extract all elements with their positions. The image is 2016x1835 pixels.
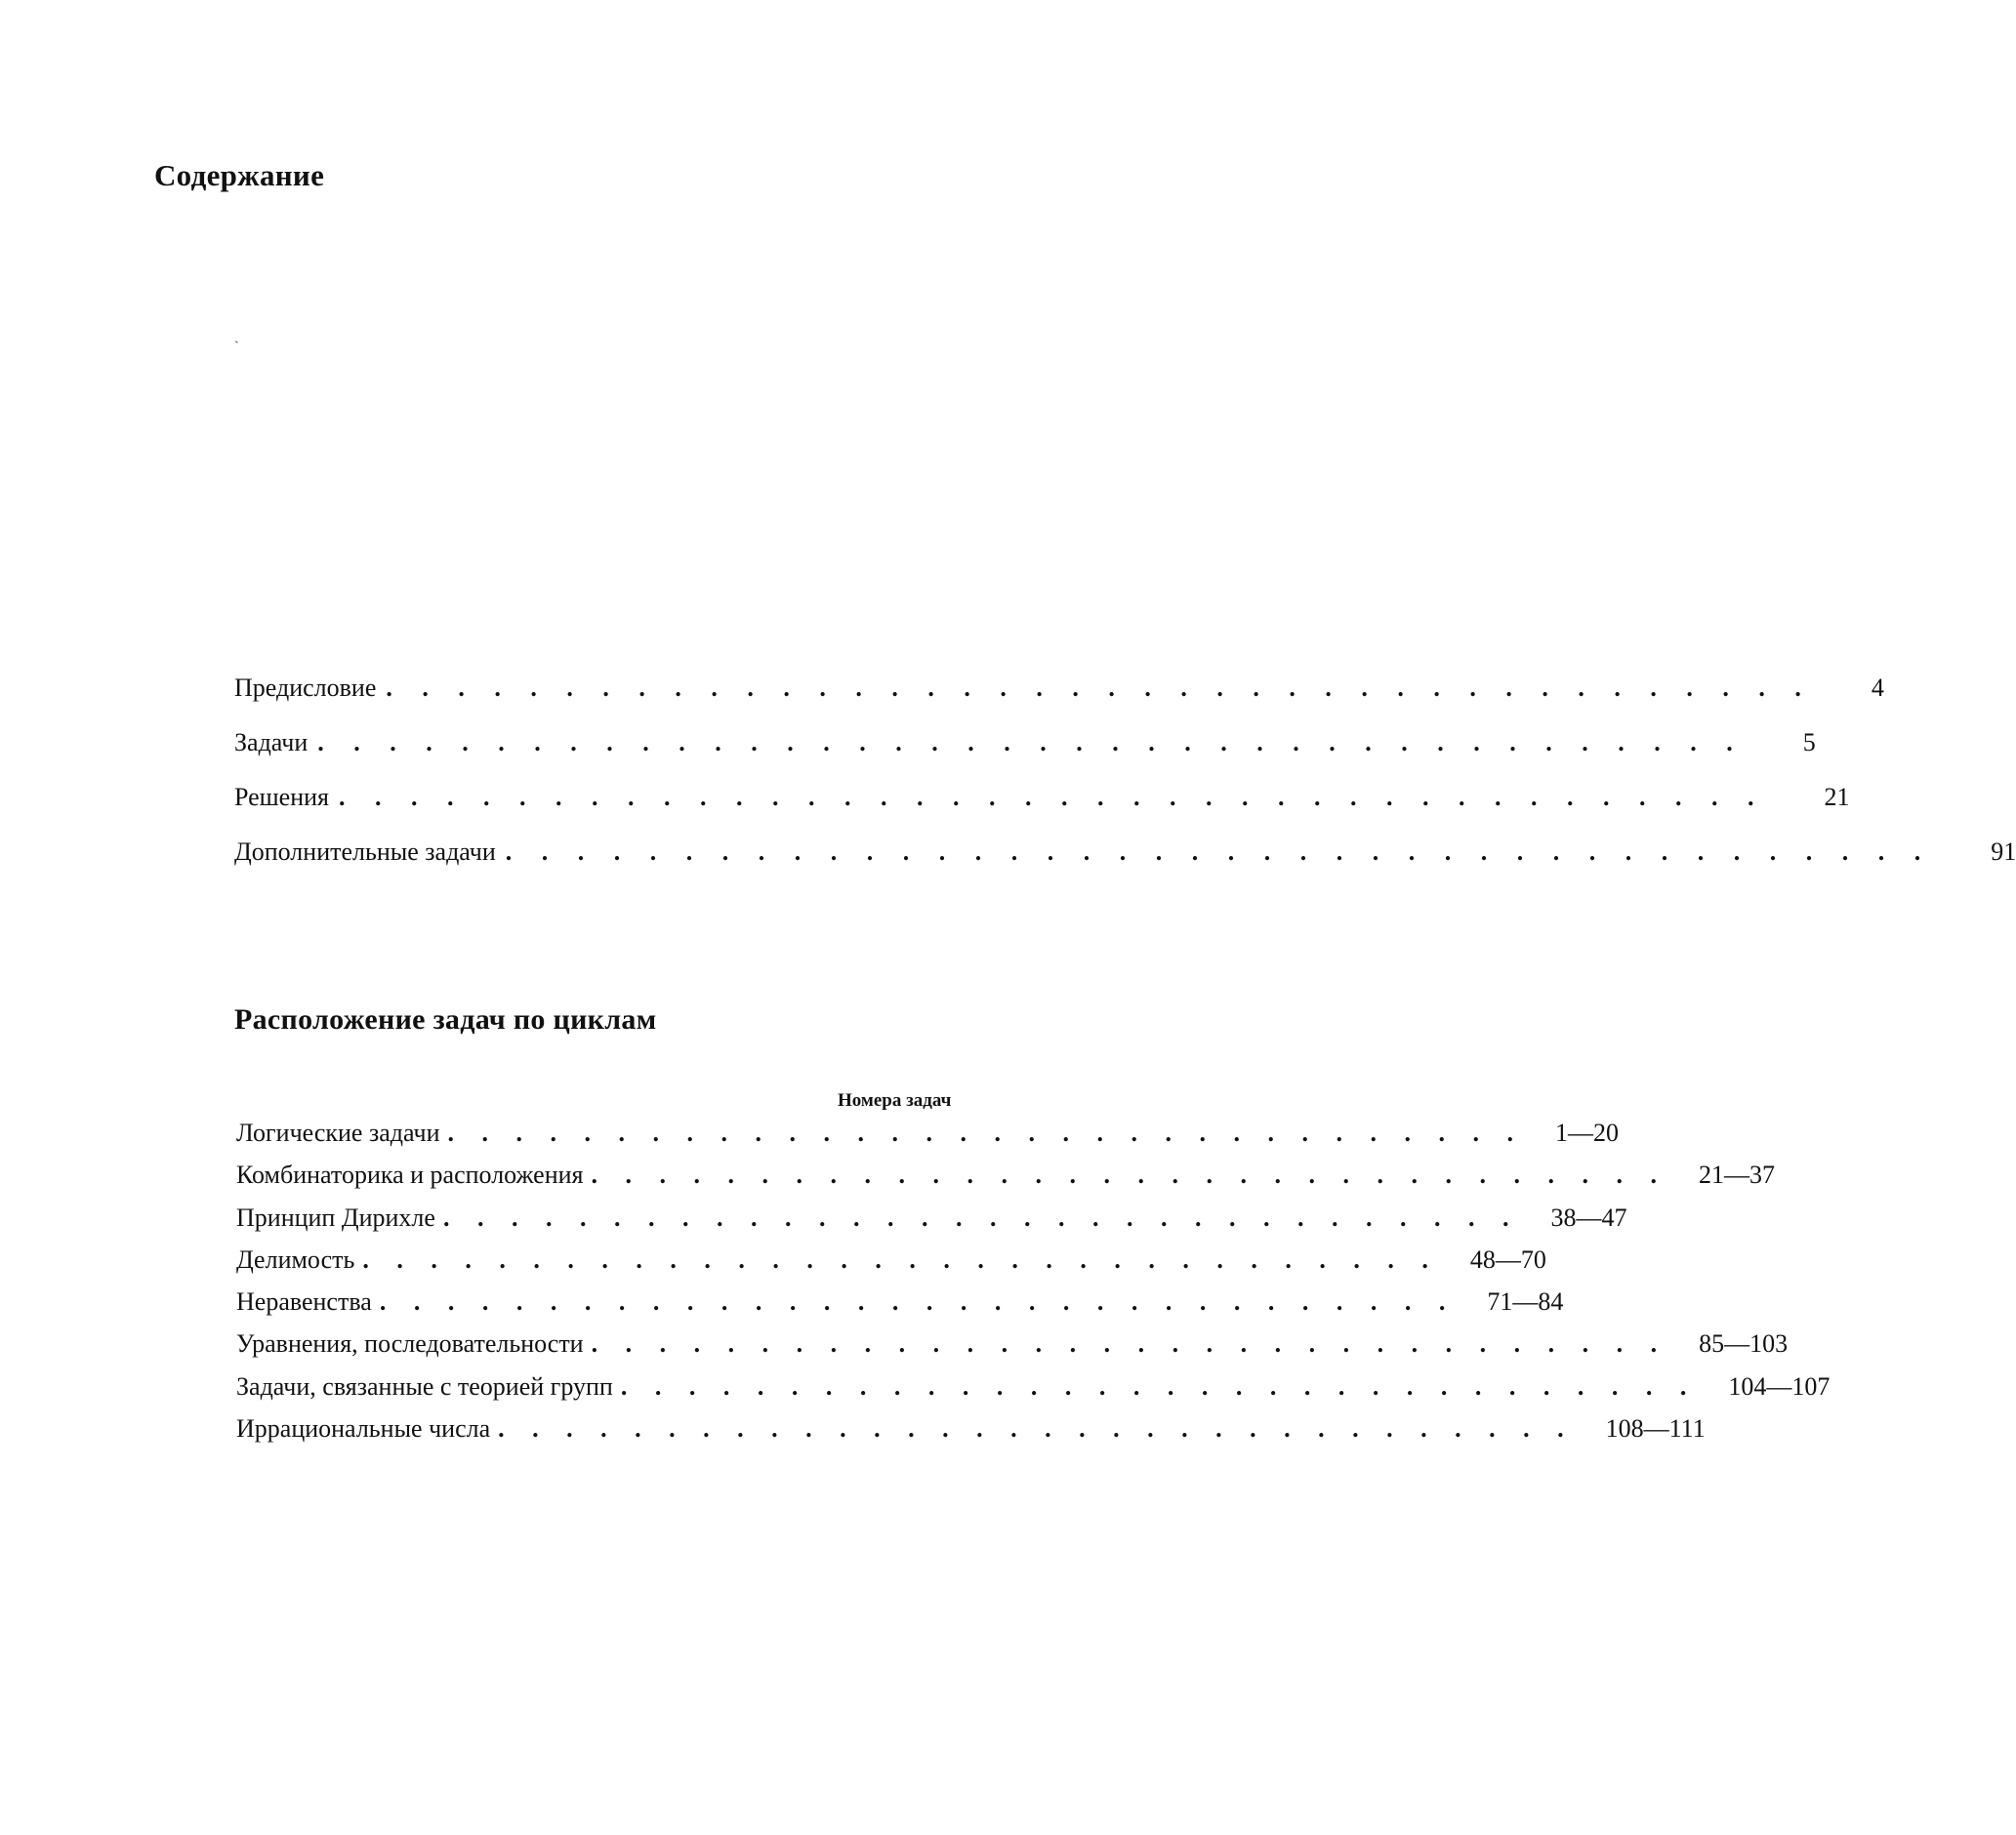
- cycle-title: Уравнения, последовательности: [236, 1329, 584, 1359]
- dot-leader: . . . . . . . . . . . . . . . . . . . . . . . . . . . . . . . .: [362, 1244, 1439, 1274]
- cycle-title: Задачи, связанные с теорией групп: [236, 1371, 613, 1401]
- toc-entry-page: 91: [1991, 837, 2016, 866]
- cycle-title: Логические задачи: [236, 1119, 440, 1147]
- cycle-entry: [236, 1203, 1627, 1245]
- dot-leader: . . . . . . . . . . . . . . . . . . . . . . . . . . . . . . . .: [591, 1161, 1667, 1190]
- cycle-entry: [236, 1414, 1706, 1456]
- toc-entry-page: 5: [1802, 728, 1816, 756]
- cycle-range: 104—107: [1728, 1371, 1831, 1401]
- toc-entry-title: Предисловие: [234, 673, 386, 703]
- dot-leader: . . . . . . . . . . . . . . . . . . . . . . . . . . . . . . . .: [379, 1287, 1457, 1317]
- cycle-range: 1—20: [1554, 1119, 1619, 1147]
- contents-heading: Содержание: [154, 158, 325, 192]
- toc-entry-title: Задачи: [234, 728, 317, 757]
- cycle-entry: [236, 1244, 1546, 1287]
- cycle-title: Иррациональные числа: [236, 1414, 491, 1444]
- column-header-problem-numbers: Номера задач: [838, 1090, 952, 1111]
- toc-entry-title: Решения: [234, 783, 339, 812]
- cycle-title: Делимость: [236, 1244, 355, 1274]
- dot-leader: . . . . . . . . . . . . . . . . . . . . . . . . . . . . . . . .: [620, 1371, 1698, 1401]
- cycle-entry: [236, 1161, 1775, 1203]
- dot-leader: . . . . . . . . . . . . . . . . . . . . . . . . . . . . . . . .: [447, 1119, 1524, 1147]
- dot-leader: . . . . . . . . . . . . . . . . . . . . . . . . . . . . . . . .: [591, 1329, 1668, 1359]
- cycles-list: [236, 1119, 1831, 1456]
- cycle-range: 71—84: [1487, 1287, 1564, 1317]
- toc-entry-preface[interactable]: [234, 673, 1884, 728]
- cycle-title: Неравенства: [236, 1287, 372, 1317]
- cycles-heading: Расположение задач по циклам: [234, 1003, 657, 1036]
- dot-leader: . . . . . . . . . . . . . . . . . . . . . . . . . . . . . . . . . . . . . . . .: [505, 837, 1933, 866]
- dot-leader: . . . . . . . . . . . . . . . . . . . . . . . . . . . . . . . . . . . . . . . .: [339, 783, 1766, 811]
- cycle-entry: [236, 1287, 1564, 1329]
- cycle-range: 38—47: [1550, 1203, 1627, 1232]
- toc-entry-problems[interactable]: [234, 728, 1816, 783]
- dot-leader: . . . . . . . . . . . . . . . . . . . . . . . . . . . . . . . . . . . . . . . .: [386, 673, 1813, 702]
- cycle-range: 108—111: [1605, 1414, 1706, 1444]
- toc-entry-solutions[interactable]: [234, 783, 1850, 837]
- cycle-entry: [236, 1119, 1619, 1161]
- cycle-range: 85—103: [1699, 1329, 1789, 1359]
- cycle-range: 48—70: [1469, 1244, 1546, 1274]
- toc-entry-title: Дополнительные задачи: [234, 837, 506, 867]
- cycle-title: Принцип Дирихле: [236, 1203, 435, 1232]
- cycle-title: Комбинаторика и расположения: [236, 1161, 584, 1190]
- toc-entry-page: 4: [1871, 673, 1884, 702]
- dot-leader: . . . . . . . . . . . . . . . . . . . . . . . . . . . . . . . . . . . . . . . .: [317, 728, 1745, 756]
- cycle-entry: [236, 1371, 1831, 1414]
- dot-leader: . . . . . . . . . . . . . . . . . . . . . . . . . . . . . . . .: [442, 1203, 1520, 1232]
- toc-entry-page: 21: [1824, 783, 1850, 811]
- stray-mark: `: [234, 340, 239, 354]
- table-of-contents: [234, 673, 2016, 892]
- cycle-range: 21—37: [1698, 1161, 1775, 1190]
- toc-entry-additional-problems[interactable]: [234, 837, 2016, 892]
- dot-leader: . . . . . . . . . . . . . . . . . . . . . . . . . . . . . . . .: [498, 1414, 1575, 1444]
- cycle-entry: [236, 1329, 1789, 1371]
